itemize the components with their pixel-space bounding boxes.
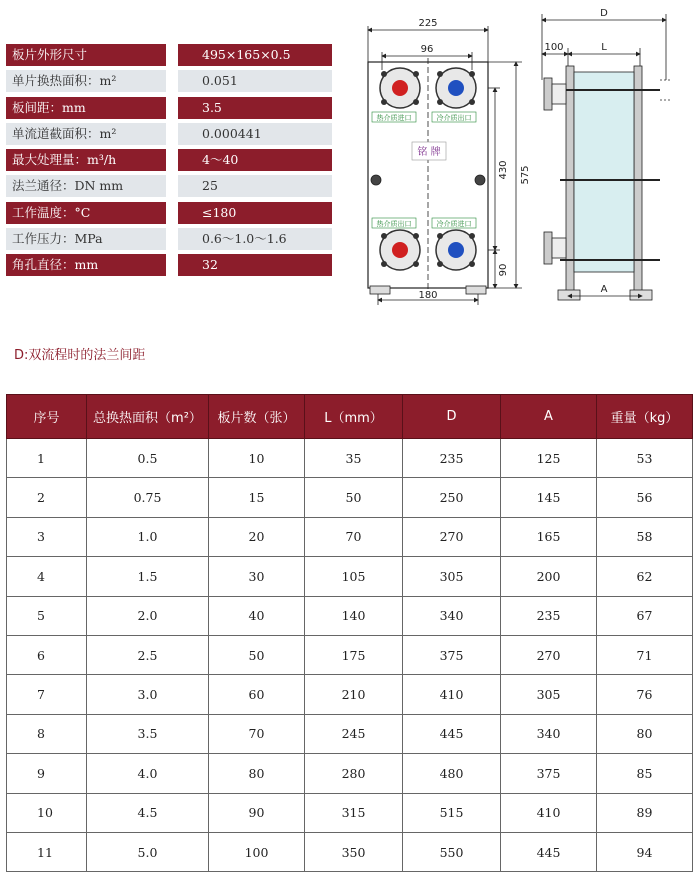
table-cell: 1.5: [87, 557, 209, 596]
table-cell: 445: [403, 714, 501, 753]
table-cell: 100: [209, 832, 305, 871]
dim-100: 100: [544, 42, 564, 53]
table-row: [7, 596, 693, 635]
spec-label: 最大处理量：m³/h: [6, 149, 166, 171]
table-cell: 53: [597, 439, 693, 478]
dim-575: 575: [520, 165, 531, 185]
table-cell: 410: [501, 793, 597, 832]
table-cell: 340: [403, 596, 501, 635]
table-cell: 3.5: [87, 714, 209, 753]
table-cell: 80: [209, 754, 305, 793]
table-cell: 3: [7, 517, 87, 556]
table-cell: 6: [7, 635, 87, 674]
table-cell: 76: [597, 675, 693, 714]
table-cell: 145: [501, 478, 597, 517]
table-cell: 50: [209, 635, 305, 674]
table-cell: 410: [403, 675, 501, 714]
spec-row: [6, 70, 332, 92]
table-cell: 35: [305, 439, 403, 478]
spec-value: 4～40: [178, 149, 332, 171]
spec-row: [6, 175, 332, 197]
table-cell: 4.5: [87, 793, 209, 832]
table-cell: 30: [209, 557, 305, 596]
table-row: [7, 439, 693, 478]
spec-label: 法兰通径：DN mm: [6, 175, 166, 197]
label-cold-in: 冷介质进口: [436, 220, 472, 228]
table-header-cell: A: [501, 395, 597, 439]
table-cell: 515: [403, 793, 501, 832]
spec-label: 工作压力：MPa: [6, 228, 166, 250]
table-cell: 305: [501, 675, 597, 714]
table-row: [7, 675, 693, 714]
table-cell: 375: [501, 754, 597, 793]
table-cell: 315: [305, 793, 403, 832]
table-cell: 235: [501, 596, 597, 635]
table-cell: 375: [403, 635, 501, 674]
spec-value: 32: [178, 254, 332, 276]
table-cell: 210: [305, 675, 403, 714]
table-cell: 2.5: [87, 635, 209, 674]
table-cell: 58: [597, 517, 693, 556]
table-cell: 305: [403, 557, 501, 596]
table-cell: 350: [305, 832, 403, 871]
table-cell: 89: [597, 793, 693, 832]
table-cell: 245: [305, 714, 403, 753]
table-cell: 94: [597, 832, 693, 871]
table-cell: 280: [305, 754, 403, 793]
dim-180: 180: [418, 290, 438, 301]
dim-L: L: [601, 42, 607, 53]
table-cell: 15: [209, 478, 305, 517]
table-cell: 0.75: [87, 478, 209, 517]
table-cell: 4: [7, 557, 87, 596]
table-cell: 9: [7, 754, 87, 793]
table-cell: 60: [209, 675, 305, 714]
table-cell: 250: [403, 478, 501, 517]
table-cell: 7: [7, 675, 87, 714]
table-cell: 8: [7, 714, 87, 753]
spec-label: 板间距：mm: [6, 97, 166, 119]
table-header-cell: D: [403, 395, 501, 439]
spec-row: [6, 254, 332, 276]
table-header-cell: 板片数（张）: [209, 395, 305, 439]
table-cell: 125: [501, 439, 597, 478]
table-cell: 5: [7, 596, 87, 635]
table-cell: 90: [209, 793, 305, 832]
spec-value: 3.5: [178, 97, 332, 119]
table-cell: 140: [305, 596, 403, 635]
dim-430: 430: [498, 160, 509, 180]
label-hot-in: 热介质进口: [376, 114, 412, 122]
table-cell: 70: [209, 714, 305, 753]
dim-225: 225: [418, 18, 438, 29]
table-header-cell: L（mm）: [305, 395, 403, 439]
spec-row: [6, 97, 332, 119]
table-cell: 165: [501, 517, 597, 556]
spec-value: 0.051: [178, 70, 332, 92]
heat-exchanger-drawing: [340, 0, 700, 310]
table-cell: 70: [305, 517, 403, 556]
table-cell: 200: [501, 557, 597, 596]
spec-table: [6, 44, 332, 281]
spec-label: 单流道截面积：m²: [6, 123, 166, 145]
table-row: [7, 635, 693, 674]
table-cell: 550: [403, 832, 501, 871]
spec-value: 25: [178, 175, 332, 197]
table-cell: 62: [597, 557, 693, 596]
spec-value: 495×165×0.5: [178, 44, 332, 66]
table-row: [7, 517, 693, 556]
table-cell: 80: [597, 714, 693, 753]
table-cell: 1: [7, 439, 87, 478]
table-cell: 10: [209, 439, 305, 478]
flange-distance-note: D:双流程时的法兰间距: [14, 348, 146, 363]
spec-row: [6, 123, 332, 145]
table-cell: 445: [501, 832, 597, 871]
table-row: [7, 793, 693, 832]
table-cell: 2: [7, 478, 87, 517]
table-row: [7, 714, 693, 753]
spec-value: 0.000441: [178, 123, 332, 145]
table-row: [7, 478, 693, 517]
spec-label: 单片换热面积：m²: [6, 70, 166, 92]
table-cell: 480: [403, 754, 501, 793]
spec-row: [6, 44, 332, 66]
model-table: [6, 394, 693, 872]
table-cell: 0.5: [87, 439, 209, 478]
table-cell: 270: [403, 517, 501, 556]
table-row: [7, 832, 693, 871]
table-row: [7, 557, 693, 596]
table-header-cell: 重量（kg）: [597, 395, 693, 439]
table-cell: 2.0: [87, 596, 209, 635]
table-cell: 67: [597, 596, 693, 635]
dim-A: A: [600, 284, 608, 295]
label-cold-out: 冷介质出口: [436, 114, 472, 122]
table-cell: 50: [305, 478, 403, 517]
table-cell: 340: [501, 714, 597, 753]
dim-96: 96: [420, 44, 434, 55]
table-cell: 40: [209, 596, 305, 635]
spec-label: 角孔直径：mm: [6, 254, 166, 276]
table-header-cell: 总换热面积（m²）: [87, 395, 209, 439]
spec-value: ≤180: [178, 202, 332, 224]
spec-label: 板片外形尺寸: [6, 44, 166, 66]
spec-row: [6, 228, 332, 250]
table-cell: 3.0: [87, 675, 209, 714]
table-cell: 105: [305, 557, 403, 596]
table-cell: 20: [209, 517, 305, 556]
dim-90: 90: [498, 263, 509, 277]
table-cell: 71: [597, 635, 693, 674]
table-cell: 175: [305, 635, 403, 674]
spec-row: [6, 149, 332, 171]
table-cell: 235: [403, 439, 501, 478]
table-cell: 5.0: [87, 832, 209, 871]
table-cell: 4.0: [87, 754, 209, 793]
spec-row: [6, 202, 332, 224]
table-cell: 11: [7, 832, 87, 871]
table-header-cell: 序号: [7, 395, 87, 439]
spec-value: 0.6～1.0～1.6: [178, 228, 332, 250]
table-header-row: [7, 395, 693, 439]
label-hot-out: 热介质出口: [376, 220, 412, 228]
table-cell: 270: [501, 635, 597, 674]
table-cell: 56: [597, 478, 693, 517]
nameplate-label: 铭 牌: [417, 147, 441, 158]
table-cell: 85: [597, 754, 693, 793]
spec-label: 工作温度：°C: [6, 202, 166, 224]
table-row: [7, 754, 693, 793]
dim-D: D: [600, 8, 608, 19]
table-cell: 10: [7, 793, 87, 832]
table-cell: 1.0: [87, 517, 209, 556]
